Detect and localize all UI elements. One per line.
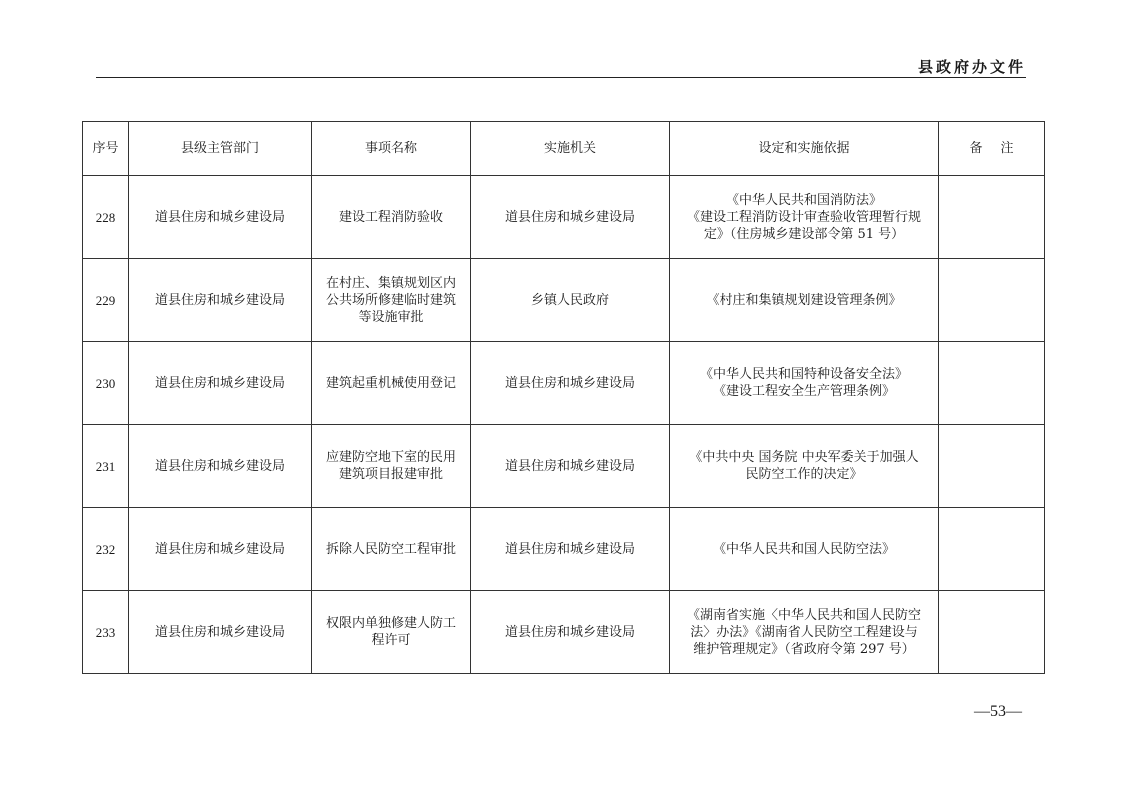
cell-agency: 道县住房和城乡建设局	[471, 176, 670, 259]
item-name-line: 程许可	[371, 633, 411, 648]
basis-line: 《中华人民共和国人民防空法》	[712, 541, 895, 557]
column-header-agency: 实施机关	[471, 122, 670, 176]
table-row	[83, 425, 1045, 508]
cell-remark	[939, 259, 1045, 342]
column-header-number: 序号	[83, 122, 129, 176]
cell-number: 232	[83, 508, 129, 591]
cell-item-name: 建筑起重机械使用登记	[312, 342, 471, 425]
cell-basis	[670, 425, 939, 508]
basis-line: 《中共中央 国务院 中央军委关于加强人	[689, 450, 919, 465]
basis-line: 《中华人民共和国消防法》	[725, 192, 882, 208]
item-name-line: 应建防空地下室的民用	[325, 450, 456, 465]
cell-agency: 道县住房和城乡建设局	[471, 342, 670, 425]
cell-number: 233	[83, 591, 129, 674]
cell-item-name: 建设工程消防验收	[312, 176, 471, 259]
cell-remark	[939, 176, 1045, 259]
column-header-remark-label: 备注	[969, 141, 1032, 156]
cell-number: 229	[83, 259, 129, 342]
cell-basis	[670, 591, 939, 674]
cell-remark	[939, 425, 1045, 508]
basis-line: 定》（住房城乡建设部令第 51 号）	[703, 226, 905, 242]
header-divider	[96, 77, 1026, 78]
items-table	[82, 121, 1045, 674]
cell-basis	[670, 508, 939, 591]
cell-agency: 道县住房和城乡建设局	[471, 508, 670, 591]
cell-remark	[939, 342, 1045, 425]
cell-basis	[670, 259, 939, 342]
cell-agency: 道县住房和城乡建设局	[471, 425, 670, 508]
cell-department: 道县住房和城乡建设局	[129, 342, 312, 425]
column-header-department: 县级主管部门	[129, 122, 312, 176]
cell-item-name	[312, 425, 471, 508]
table-header-row	[83, 122, 1045, 176]
cell-agency: 乡镇人民政府	[471, 259, 670, 342]
item-name-line: 等设施审批	[358, 309, 424, 325]
document-header-title: 县政府办文件	[917, 58, 1026, 76]
column-header-basis: 设定和实施依据	[670, 122, 939, 176]
table-row	[83, 259, 1045, 342]
cell-number: 228	[83, 176, 129, 259]
cell-item-name	[312, 591, 471, 674]
item-name-line: 在村庄、集镇规划区内	[325, 275, 456, 291]
cell-remark	[939, 508, 1045, 591]
cell-basis	[670, 176, 939, 259]
cell-department: 道县住房和城乡建设局	[129, 425, 312, 508]
cell-number: 231	[83, 425, 129, 508]
page-number: —53—	[974, 703, 1022, 720]
basis-line: 民防空工作的决定》	[745, 467, 863, 482]
basis-line: 《湖南省实施〈中华人民共和国人民防空	[686, 607, 921, 623]
cell-department: 道县住房和城乡建设局	[129, 259, 312, 342]
cell-basis	[670, 342, 939, 425]
basis-line: 《建设工程安全生产管理条例》	[712, 384, 895, 399]
cell-department: 道县住房和城乡建设局	[129, 176, 312, 259]
table-row	[83, 342, 1045, 425]
basis-line: 《建设工程消防设计审查验收管理暂行规	[686, 209, 921, 225]
cell-remark	[939, 591, 1045, 674]
cell-agency: 道县住房和城乡建设局	[471, 591, 670, 674]
basis-line: 《村庄和集镇规划建设管理条例》	[706, 292, 902, 308]
cell-department: 道县住房和城乡建设局	[129, 591, 312, 674]
cell-item-name	[312, 259, 471, 342]
table-row	[83, 176, 1045, 259]
column-header-remark	[939, 122, 1045, 176]
basis-line: 法〉办法》《湖南省人民防空工程建设与	[690, 624, 918, 640]
cell-number: 230	[83, 342, 129, 425]
item-name-line: 权限内单独修建人防工	[325, 616, 456, 631]
table-row	[83, 508, 1045, 591]
cell-department: 道县住房和城乡建设局	[129, 508, 312, 591]
cell-item-name: 拆除人民防空工程审批	[312, 508, 471, 591]
item-name-line: 公共场所修建临时建筑	[325, 292, 456, 308]
basis-line: 维护管理规定》（省政府令第 297 号）	[693, 641, 915, 657]
column-header-item-name: 事项名称	[312, 122, 471, 176]
table-row	[83, 591, 1045, 674]
basis-line: 《中华人民共和国特种设备安全法》	[699, 367, 908, 382]
item-name-line: 建筑项目报建审批	[338, 467, 443, 482]
